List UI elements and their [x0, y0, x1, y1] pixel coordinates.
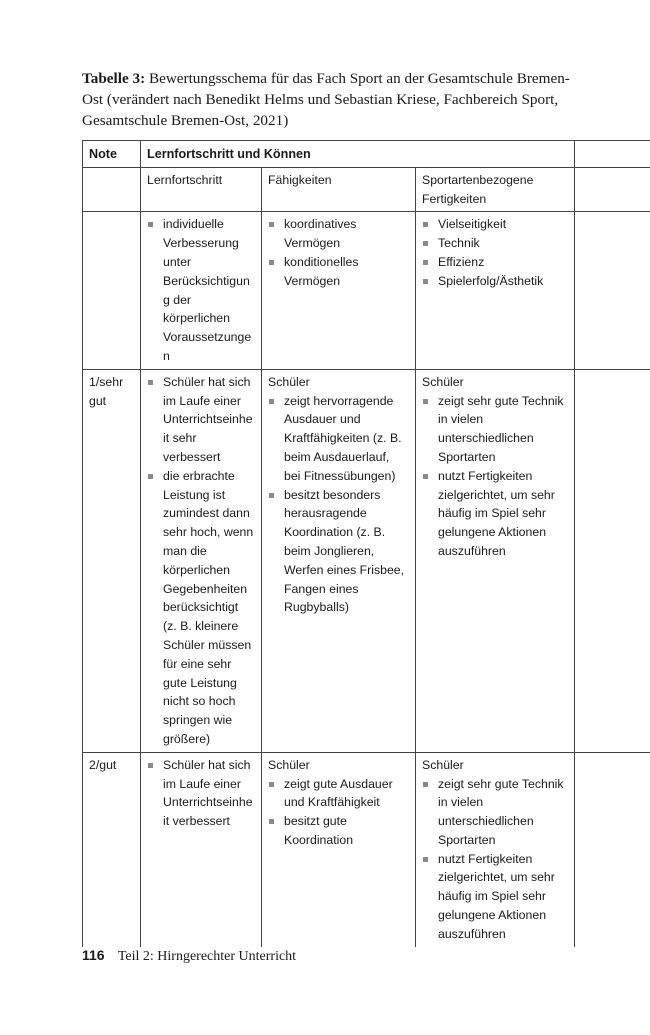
- table-caption: [82, 68, 582, 131]
- bullet-item: Schüler hat sich im Laufe einer Unterrichtseinheit verbessert: [147, 756, 255, 831]
- subheader-note-blank: [83, 167, 141, 212]
- bullet-item: zeigt gute Ausdauer und Kraftfähigkeit: [268, 775, 409, 813]
- grade-2-c2-lead: Schüler: [268, 757, 310, 772]
- grade-2-c2-list: [268, 775, 409, 850]
- bullet-item: nutzt Fertigkeiten zielgerichtet, um sehr häufig im Spiel sehr gelungene Aktionen auszuführen: [422, 850, 568, 944]
- bullet-item: zeigt sehr gute Technik in vielen unterschiedlichen Sportarten: [422, 392, 568, 467]
- bullet-item: nutzt Fertigkeiten zielgerichtet, um sehr häufig im Spiel sehr gelungene Aktionen auszuführen: [422, 467, 568, 561]
- bullet-item: besitzt gute Koordination: [268, 812, 409, 850]
- grade-row-2: [83, 752, 650, 946]
- subheader-c2: Fähigkeiten: [262, 167, 416, 212]
- grading-table: [82, 140, 650, 947]
- caption-text: Bewertungsschema für das Fach Sport an der Gesamtschule Bremen-Ost (verändert nach Benedikt Helms und Sebastian Kriese, Fachbereich Sport, Gesamtschule Bremen-Ost, 2021): [82, 70, 570, 129]
- bullet-item: zeigt sehr gute Technik in vielen unterschiedlichen Sportarten: [422, 775, 568, 850]
- table-subheader-row: [83, 167, 650, 212]
- criteria-c3-list: [422, 215, 568, 290]
- page-footer: [82, 947, 296, 965]
- header-group: Lernfortschritt und Können: [141, 141, 575, 168]
- page-number: 116: [82, 947, 105, 963]
- subheader-c3: Sportartenbezogene Fertigkeiten: [416, 167, 575, 212]
- grade-2-extra: [575, 752, 650, 946]
- criteria-c1-list: [147, 215, 255, 365]
- running-head: Teil 2: Hirngerechter Unterricht: [117, 949, 297, 964]
- bullet-item: Technik: [422, 234, 568, 253]
- grade-note: 1/sehr gut: [83, 369, 141, 752]
- grade-1-c3-list: [422, 392, 568, 561]
- grade-2-c1-list: [147, 756, 255, 831]
- caption-label: Tabelle 3:: [82, 70, 146, 87]
- bullet-item: individuelle Verbesserung unter Berücksichtigung der körperlichen Voraussetzungen: [147, 215, 255, 365]
- grade-2-c3-lead: Schüler: [422, 757, 464, 772]
- criteria-note-blank: [83, 212, 141, 369]
- header-note: Note: [83, 141, 141, 168]
- bullet-item: die erbrachte Leistung ist zumindest dann sehr hoch, wenn man die körperlichen Gegebenheiten berücksichtigt (z. B. kleinere Schüler müssen für eine sehr gute Leistung nicht so hoch springen wie größere): [147, 467, 255, 749]
- criteria-row: [83, 212, 650, 369]
- grade-1-extra: [575, 369, 650, 752]
- bullet-item: zeigt hervorragende Ausdauer und Kraftfähigkeiten (z. B. beim Ausdauerlauf, bei Fitnessübungen): [268, 392, 409, 486]
- bullet-item: Effizienz: [422, 253, 568, 272]
- grade-1-c1-list: [147, 373, 255, 749]
- bullet-item: konditionelles Vermögen: [268, 253, 409, 291]
- bullet-item: koordinatives Vermögen: [268, 215, 409, 253]
- grade-1-c2-lead: Schüler: [268, 374, 310, 389]
- bullet-item: besitzt besonders herausragende Koordination (z. B. beim Jonglieren, Werfen eines Frisbee, Fangen eines Rugbyballs): [268, 486, 409, 618]
- grade-row-1: [83, 369, 650, 752]
- bullet-item: Spielerfolg/Ästhetik: [422, 272, 568, 291]
- grade-note: 2/gut: [83, 752, 141, 946]
- criteria-c2-list: [268, 215, 409, 290]
- grade-1-c3-lead: Schüler: [422, 374, 464, 389]
- subheader-extra: [575, 167, 650, 212]
- criteria-extra: [575, 212, 650, 369]
- grade-2-c3-list: [422, 775, 568, 944]
- subheader-c1: Lernfortschritt: [141, 167, 262, 212]
- grade-1-c2-list: [268, 392, 409, 618]
- bullet-item: Schüler hat sich im Laufe einer Unterrichtseinheit sehr verbessert: [147, 373, 255, 467]
- bullet-item: Vielseitigkeit: [422, 215, 568, 234]
- header-extra: [575, 141, 650, 168]
- table-header-row: [83, 141, 650, 168]
